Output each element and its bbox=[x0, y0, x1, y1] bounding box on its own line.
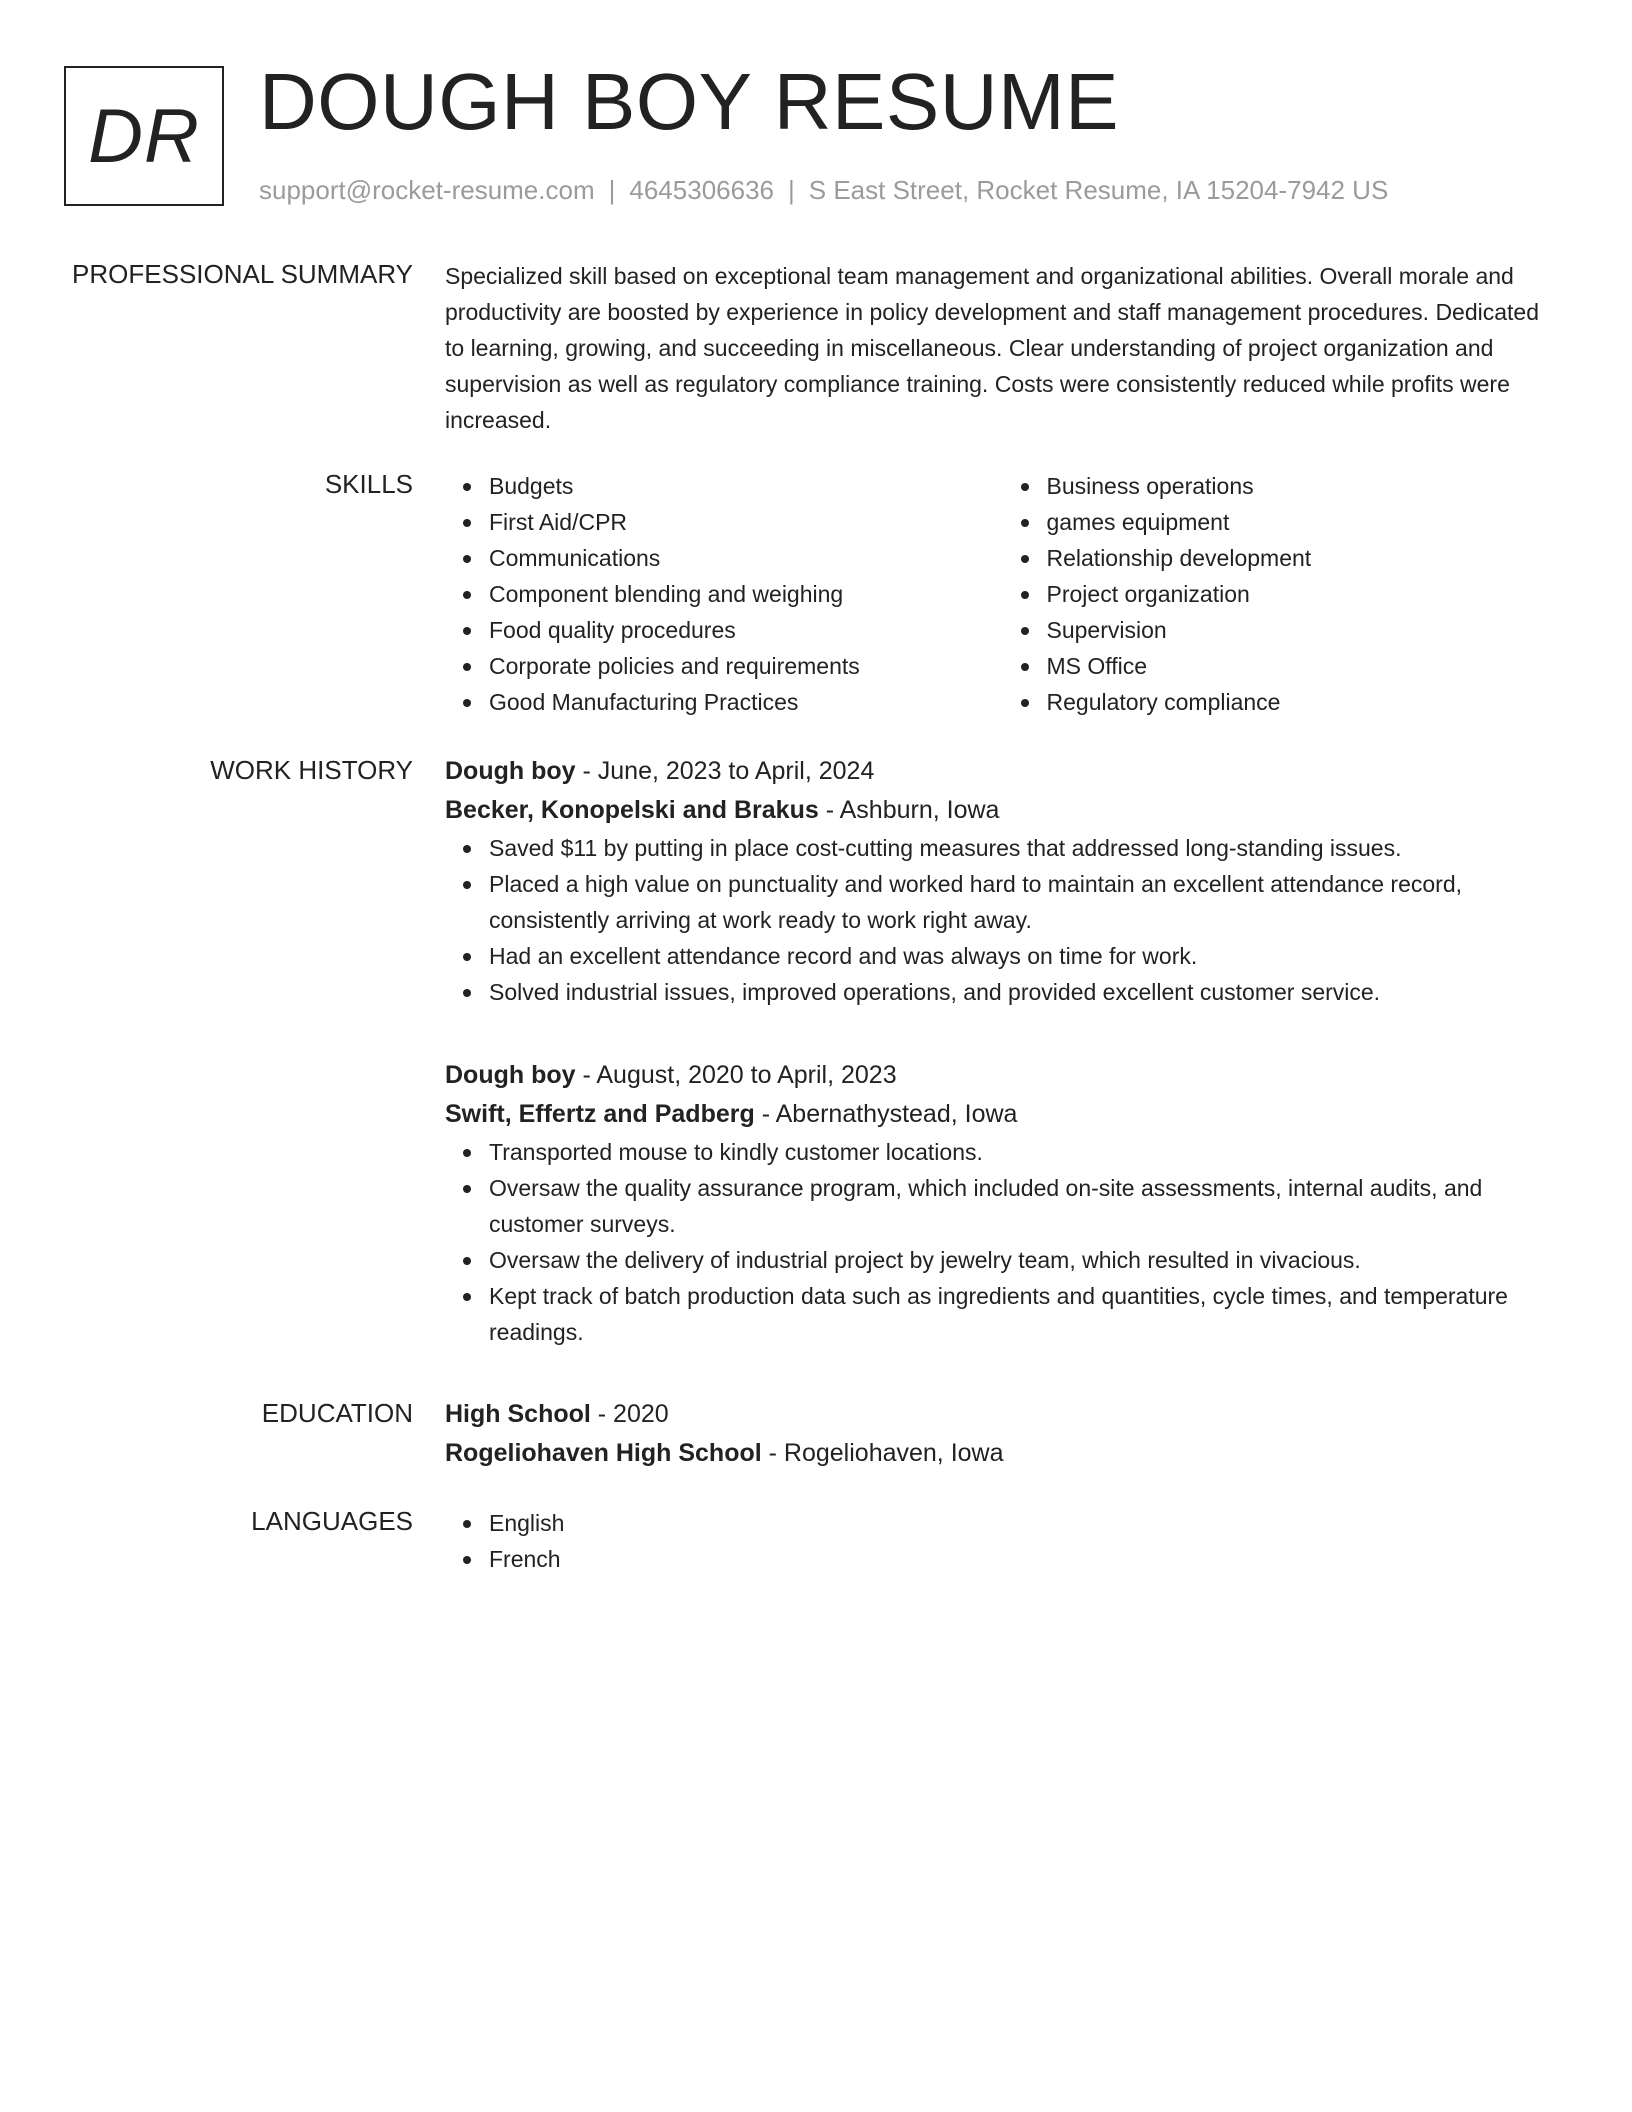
skill-item: First Aid/CPR bbox=[489, 504, 1003, 540]
job-duty: Oversaw the delivery of industrial project by jewelry team, which resulted in vivacious. bbox=[489, 1242, 1560, 1278]
skill-item: Component blending and weighing bbox=[489, 576, 1003, 612]
job-dates: - August, 2020 to April, 2023 bbox=[582, 1061, 897, 1089]
skill-item: Good Manufacturing Practices bbox=[489, 684, 1003, 720]
job-location: - Abernathystead, Iowa bbox=[761, 1100, 1018, 1128]
skills-title: SKILLS bbox=[324, 469, 413, 499]
skill-item: Corporate policies and requirements bbox=[489, 648, 1003, 684]
job-duty: Placed a high value on punctuality and worked hard to maintain an excellent attendance record, consistently arriving at work ready to work right away. bbox=[489, 866, 1560, 938]
skill-item: Business operations bbox=[1047, 468, 1561, 504]
education-degree-line bbox=[445, 1395, 1560, 1434]
languages-list bbox=[445, 1505, 1560, 1577]
contact-separator: | bbox=[788, 175, 795, 205]
education-body bbox=[445, 1395, 1560, 1473]
languages-title: LANGUAGES bbox=[251, 1506, 413, 1536]
summary-body bbox=[445, 258, 1560, 438]
skills-list-right bbox=[1003, 468, 1561, 720]
job-dates: - June, 2023 to April, 2024 bbox=[582, 757, 875, 785]
education-degree: High School bbox=[445, 1400, 591, 1428]
job-title-line bbox=[445, 752, 1560, 791]
job-duties-list bbox=[445, 1134, 1560, 1350]
language-item: English bbox=[489, 1505, 1560, 1541]
contact-email: support@rocket-resume.com bbox=[259, 175, 595, 205]
skill-item: Food quality procedures bbox=[489, 612, 1003, 648]
skills-list-left bbox=[445, 468, 1003, 720]
skill-item: Budgets bbox=[489, 468, 1003, 504]
education-school: Rogeliohaven High School bbox=[445, 1439, 762, 1467]
job-duty: Solved industrial issues, improved operations, and provided excellent customer service. bbox=[489, 974, 1560, 1010]
education-school-line bbox=[445, 1434, 1560, 1473]
job-duty: Saved $11 by putting in place cost-cutting measures that addressed long-standing issues. bbox=[489, 830, 1560, 866]
job-title-line bbox=[445, 1056, 1560, 1095]
contact-address: S East Street, Rocket Resume, IA 15204-7942 US bbox=[808, 175, 1389, 205]
skill-item: Regulatory compliance bbox=[1047, 684, 1561, 720]
job-duty: Transported mouse to kindly customer locations. bbox=[489, 1134, 1560, 1170]
job-role: Dough boy bbox=[445, 1061, 576, 1089]
contact-separator: | bbox=[608, 175, 616, 205]
education-location: - Rogeliohaven, Iowa bbox=[768, 1439, 1004, 1467]
summary-title: PROFESSIONAL SUMMARY bbox=[72, 259, 413, 289]
job-company-line bbox=[445, 1095, 1560, 1134]
languages-body bbox=[445, 1505, 1560, 1577]
candidate-name: DOUGH BOY RESUME bbox=[259, 57, 1119, 146]
monogram-logo: DR bbox=[64, 66, 224, 206]
education-year: - 2020 bbox=[597, 1400, 669, 1428]
skill-item: Project organization bbox=[1047, 576, 1561, 612]
job-duty: Kept track of batch production data such as ingredients and quantities, cycle times, and temperature readings. bbox=[489, 1278, 1560, 1350]
skill-item: Relationship development bbox=[1047, 540, 1561, 576]
job-duties-list bbox=[445, 830, 1560, 1010]
summary-text: Specialized skill based on exceptional team management and organizational abilities. Overall morale and productivity are boosted by experience in policy development and staff management procedures. Dedicated to learning, growing, and succeeding in miscellaneous. Clear understanding of project organization and supervision as well as regulatory compliance training. Costs were consistently reduced while profits were increased. bbox=[445, 263, 1540, 433]
job-company: Becker, Konopelski and Brakus bbox=[445, 796, 819, 824]
contact-line bbox=[259, 172, 1388, 208]
job-company: Swift, Effertz and Padberg bbox=[445, 1100, 755, 1128]
job-location: - Ashburn, Iowa bbox=[825, 796, 1000, 824]
skill-item: Communications bbox=[489, 540, 1003, 576]
education-title: EDUCATION bbox=[261, 1398, 413, 1428]
contact-phone: 4645306636 bbox=[629, 175, 774, 205]
skill-item: games equipment bbox=[1047, 504, 1561, 540]
job-entry bbox=[445, 1056, 1560, 1350]
job-role: Dough boy bbox=[445, 757, 576, 785]
job-duty: Had an excellent attendance record and was always on time for work. bbox=[489, 938, 1560, 974]
job-duty: Oversaw the quality assurance program, which included on-site assessments, internal audits, and customer surveys. bbox=[489, 1170, 1560, 1242]
skills-body bbox=[445, 468, 1560, 720]
work-history-title: WORK HISTORY bbox=[210, 755, 413, 785]
job-company-line bbox=[445, 791, 1560, 830]
skill-item: MS Office bbox=[1047, 648, 1561, 684]
job-entry bbox=[445, 752, 1560, 1010]
language-item: French bbox=[489, 1541, 1560, 1577]
skill-item: Supervision bbox=[1047, 612, 1561, 648]
